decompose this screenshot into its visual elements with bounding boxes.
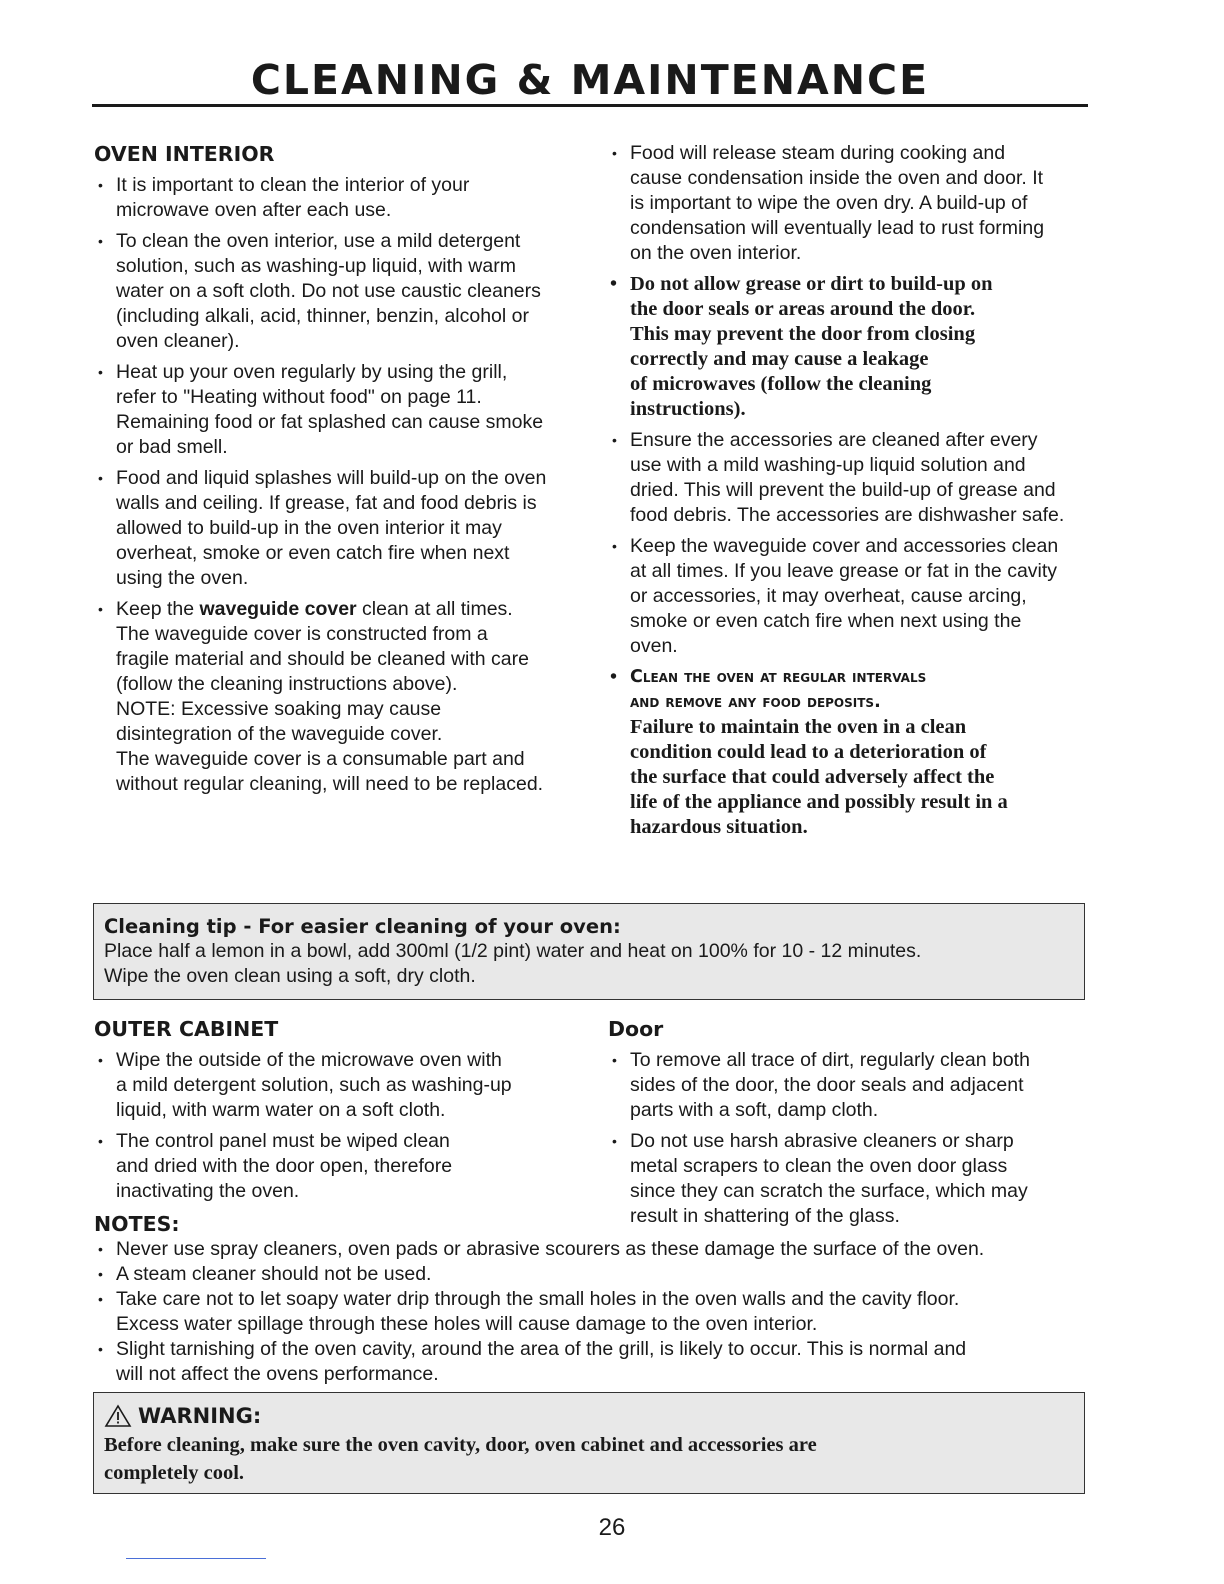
text-line: the door seals or areas around the door. xyxy=(630,298,976,320)
oven-care-list xyxy=(608,141,1090,840)
waveguide-emphasis: waveguide cover xyxy=(199,598,357,620)
text-line: • Clean the oven at regular intervals xyxy=(630,667,927,687)
regular-cleaning-callout xyxy=(630,665,1090,715)
link-underline xyxy=(126,1558,266,1559)
text-line: hazardous situation. xyxy=(630,816,808,838)
text-line: • A steam cleaner should not be used. xyxy=(116,1263,432,1285)
outer-cabinet-section xyxy=(94,1016,584,1210)
text-line: a mild detergent solution, such as washing-up xyxy=(116,1074,512,1096)
title-divider xyxy=(92,104,1088,107)
text-line: using the oven. xyxy=(116,567,249,589)
list-item-warning xyxy=(608,665,1090,840)
list-item xyxy=(94,1129,584,1204)
outer-cabinet-heading: OUTER CABINET xyxy=(94,1017,279,1041)
text-line: Excess water spillage through these holes will cause damage to the oven interior. xyxy=(116,1313,818,1335)
cleaning-tip-line: Place half a lemon in a bowl, add 300ml (1/2 pint) water and heat on 100% for 10 - 12 minutes. xyxy=(104,940,922,962)
text-line: (follow the cleaning instructions above). xyxy=(116,673,458,695)
warning-triangle-icon xyxy=(104,1404,132,1428)
text-line: • Food will release steam during cooking and xyxy=(630,142,1006,164)
list-item xyxy=(608,1048,1090,1123)
warning-title: WARNING: xyxy=(104,1401,1074,1431)
list-item xyxy=(608,141,1090,266)
text-line: • Ensure the accessories are cleaned after every xyxy=(630,429,1038,451)
text-line: metal scrapers to clean the oven door glass xyxy=(630,1155,1008,1177)
text-line: liquid, with warm water on a soft cloth. xyxy=(116,1099,446,1121)
text-line: microwave oven after each use. xyxy=(116,199,392,221)
list-item xyxy=(94,1237,1090,1262)
list-item xyxy=(608,428,1090,528)
text-line: This may prevent the door from closing xyxy=(630,323,976,345)
list-item-warning xyxy=(608,272,1090,422)
waveguide-details xyxy=(116,622,584,797)
text-line: the surface that could adversely affect the xyxy=(630,766,995,788)
text-line: or bad smell. xyxy=(116,436,228,458)
text-line: • To remove all trace of dirt, regularly clean both xyxy=(630,1049,1030,1071)
text-line: on the oven interior. xyxy=(630,242,802,264)
text-line: solution, such as washing-up liquid, with warm xyxy=(116,255,516,277)
list-item-waveguide xyxy=(94,597,584,797)
warning-text: completely cool. xyxy=(104,1462,245,1484)
text-line: fragile material and should be cleaned with care xyxy=(116,648,529,670)
text-line: condensation will eventually lead to rust forming xyxy=(630,217,1045,239)
text-line: Remaining food or fat splashed can cause smoke xyxy=(116,411,544,433)
text-line: life of the appliance and possibly result in a xyxy=(630,791,1008,813)
text-line: (including alkali, acid, thinner, benzin, alcohol or xyxy=(116,305,529,327)
text-line: food debris. The accessories are dishwasher safe. xyxy=(630,504,1065,526)
text-line: • Food and liquid splashes will build-up on the oven xyxy=(116,467,547,489)
text-line: Failure to maintain the oven in a clean xyxy=(630,716,967,738)
list-item xyxy=(94,1048,584,1123)
text-line: condition could lead to a deterioration of xyxy=(630,741,987,763)
text-line: and remove any food deposits. xyxy=(630,692,881,712)
text-line: inactivating the oven. xyxy=(116,1180,300,1202)
notes-list xyxy=(94,1237,1090,1387)
text-line: • It is important to clean the interior of your xyxy=(116,174,470,196)
list-item xyxy=(94,1287,1090,1337)
text-line: • Heat up your oven regularly by using the grill, xyxy=(116,361,508,383)
text-line: The waveguide cover is constructed from a xyxy=(116,623,488,645)
list-item xyxy=(94,1337,1090,1387)
text-line: • Slight tarnishing of the oven cavity, around the area of the grill, is likely to occur. This is normal and xyxy=(116,1338,967,1360)
door-section xyxy=(608,1016,1090,1235)
text-line: allowed to build-up in the oven interior it may xyxy=(116,517,502,539)
text-line: walls and ceiling. If grease, fat and food debris is xyxy=(116,492,537,514)
text-line: The waveguide cover is a consumable part and xyxy=(116,748,525,770)
text-line: correctly and may cause a leakage xyxy=(630,348,929,370)
text-line: and dried with the door open, therefore xyxy=(116,1155,453,1177)
text-line: without regular cleaning, will need to be replaced. xyxy=(116,773,544,795)
list-item xyxy=(94,173,584,223)
text-line: • Take care not to let soapy water drip through the small holes in the oven walls and the cavity floor. xyxy=(116,1288,960,1310)
list-item xyxy=(94,229,584,354)
list-item xyxy=(94,466,584,591)
text-line: refer to "Heating without food" on page 11. xyxy=(116,386,482,408)
text-line: will not affect the ovens performance. xyxy=(116,1363,439,1385)
door-heading: Door xyxy=(608,1017,664,1041)
oven-interior-heading: OVEN INTERIOR xyxy=(94,142,275,166)
text-line: • Do not use harsh abrasive cleaners or sharp xyxy=(630,1130,1014,1152)
notes-section xyxy=(94,1211,1090,1387)
warning-text: Before cleaning, make sure the oven cavity, door, oven cabinet and accessories are xyxy=(104,1434,817,1456)
text-line: • Never use spray cleaners, oven pads or abrasive scourers as these damage the surface of the oven. xyxy=(116,1238,985,1260)
text-line: water on a soft cloth. Do not use caustic cleaners xyxy=(116,280,541,302)
oven-interior-list xyxy=(94,173,584,797)
warning-box xyxy=(93,1392,1085,1494)
outer-cabinet-list xyxy=(94,1048,584,1204)
text-line: result in shattering of the glass. xyxy=(630,1205,900,1227)
text-line: NOTE: Excessive soaking may cause xyxy=(116,698,442,720)
cleaning-tip-box xyxy=(93,903,1085,1000)
text-line: disintegration of the waveguide cover. xyxy=(116,723,443,745)
list-item xyxy=(94,1262,1090,1287)
text-line: • Wipe the outside of the microwave oven with xyxy=(116,1049,502,1071)
text-line: • The control panel must be wiped clean xyxy=(116,1130,450,1152)
text-line: oven. xyxy=(630,635,678,657)
text-line: oven cleaner). xyxy=(116,330,240,352)
text-line: sides of the door, the door seals and adjacent xyxy=(630,1074,1024,1096)
text-line: smoke or even catch fire when next using the xyxy=(630,610,1022,632)
text-line: of microwaves (follow the cleaning xyxy=(630,373,932,395)
oven-care-section xyxy=(608,141,1090,846)
text-line: parts with a soft, damp cloth. xyxy=(630,1099,879,1121)
text-line: since they can scratch the surface, which may xyxy=(630,1180,1028,1202)
page-title: CLEANING & MAINTENANCE xyxy=(250,56,930,104)
cleaning-tip-line: Wipe the oven clean using a soft, dry cloth. xyxy=(104,965,476,987)
text-line: • Do not allow grease or dirt to build-up on xyxy=(630,273,993,295)
text-line: or accessories, it may overheat, cause arcing, xyxy=(630,585,1027,607)
text-line: at all times. If you leave grease or fat in the cavity xyxy=(630,560,1058,582)
list-item xyxy=(608,534,1090,659)
waveguide-intro: • Keep the waveguide cover clean at all times. xyxy=(116,598,513,620)
page-number: 26 xyxy=(598,1514,626,1541)
text-line: overheat, smoke or even catch fire when next xyxy=(116,542,510,564)
maintenance-warning xyxy=(630,715,1090,840)
text-line: dried. This will prevent the build-up of grease and xyxy=(630,479,1056,501)
text-line: • To clean the oven interior, use a mild detergent xyxy=(116,230,521,252)
text-line: instructions). xyxy=(630,398,746,420)
cleaning-tip-title: Cleaning tip - For easier cleaning of your oven: xyxy=(104,915,621,938)
list-item xyxy=(94,360,584,460)
text-line: use with a mild washing-up liquid solution and xyxy=(630,454,1026,476)
oven-interior-section xyxy=(94,141,584,803)
door-list xyxy=(608,1048,1090,1229)
text-line: • Keep the waveguide cover and accessories clean xyxy=(630,535,1059,557)
text-line: is important to wipe the oven dry. A build-up of xyxy=(630,192,1028,214)
text-line: cause condensation inside the oven and door. It xyxy=(630,167,1044,189)
notes-heading: NOTES: xyxy=(94,1212,180,1236)
